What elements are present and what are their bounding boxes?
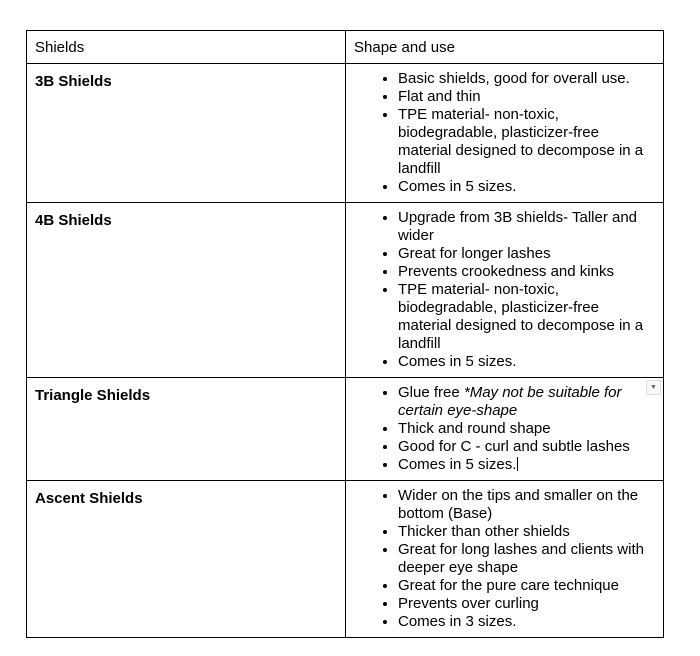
row-title: Triangle Shields (35, 387, 151, 404)
list-item (398, 541, 655, 577)
bullet-text: Great for long lashes and clients with deeper eye shape (398, 541, 644, 576)
bullet-text: Flat and thin (398, 88, 481, 105)
bullet-text: Comes in 5 sizes. (398, 456, 517, 473)
bullet-text: Comes in 5 sizes. (398, 178, 517, 195)
header-label-shape-and-use: Shape and use (354, 38, 455, 56)
header-label-shields: Shields (35, 38, 85, 56)
header-cell-shape-and-use[interactable] (346, 31, 664, 64)
row-title: 4B Shields (35, 212, 112, 229)
list-item (398, 577, 655, 595)
chevron-down-icon: ▼ (650, 384, 657, 391)
name-cell-triangle-shields[interactable] (27, 378, 346, 481)
bullet-text-italic: *May not be suitable for certain eye-shape (398, 384, 622, 419)
list-item (398, 353, 655, 371)
bullet-text: TPE material- non-toxic, biodegradable, plasticizer-free material designed to decompose in a landfill (398, 281, 644, 352)
list-item (398, 70, 655, 88)
table-row-4b-shields (27, 203, 664, 378)
bullet-text: Thick and round shape (398, 420, 551, 437)
list-item (398, 487, 655, 523)
desc-cell-ascent-shields[interactable] (346, 481, 664, 638)
desc-cell-triangle-shields[interactable] (346, 378, 664, 481)
list-item (398, 595, 655, 613)
row-title: 3B Shields (35, 73, 112, 90)
bullet-text: Comes in 5 sizes. (398, 353, 517, 370)
name-cell-3b-shields[interactable] (27, 64, 346, 203)
list-item (398, 438, 655, 456)
list-item (398, 245, 655, 263)
bullet-list (354, 384, 655, 474)
bullet-text: TPE material- non-toxic, biodegradable, plasticizer-free material designed to decompose in a landfill (398, 106, 644, 177)
name-cell-ascent-shields[interactable] (27, 481, 346, 638)
table-header-row (27, 31, 664, 64)
list-item (398, 209, 655, 245)
bullet-text: Upgrade from 3B shields- Taller and wider (398, 209, 638, 244)
bullet-text: Comes in 3 sizes. (398, 613, 517, 630)
list-item (398, 106, 655, 178)
list-item (398, 88, 655, 106)
list-item (398, 178, 655, 196)
list-item (398, 523, 655, 541)
bullet-text: Great for the pure care technique (398, 577, 619, 594)
list-item (398, 281, 655, 353)
bullet-text: Wider on the tips and smaller on the bottom (Base) (398, 487, 639, 522)
desc-cell-4b-shields[interactable] (346, 203, 664, 378)
row-title: Ascent Shields (35, 490, 143, 507)
bullet-text: Prevents crookedness and kinks (398, 263, 614, 280)
table-row-ascent-shields (27, 481, 664, 638)
list-item (398, 263, 655, 281)
header-cell-shields[interactable] (27, 31, 346, 64)
desc-cell-3b-shields[interactable] (346, 64, 664, 203)
table-row-3b-shields (27, 64, 664, 203)
bullet-text: Thicker than other shields (398, 523, 570, 540)
bullet-text: Good for C - curl and subtle lashes (398, 438, 630, 455)
shields-table (26, 30, 664, 638)
table-row-triangle-shields (27, 378, 664, 481)
bullet-list (354, 70, 655, 196)
list-item (398, 420, 655, 438)
bullet-list (354, 487, 655, 631)
bullet-text: Prevents over curling (398, 595, 539, 612)
bullet-text: Basic shields, good for overall use. (398, 70, 630, 87)
bullet-text: Glue free (398, 384, 464, 401)
list-item (398, 613, 655, 631)
text-cursor (517, 457, 518, 471)
bullet-text: Great for longer lashes (398, 245, 551, 262)
name-cell-4b-shields[interactable] (27, 203, 346, 378)
bullet-list (354, 209, 655, 371)
cell-dropdown-button[interactable] (646, 380, 661, 395)
list-item (398, 384, 655, 420)
list-item (398, 456, 655, 474)
